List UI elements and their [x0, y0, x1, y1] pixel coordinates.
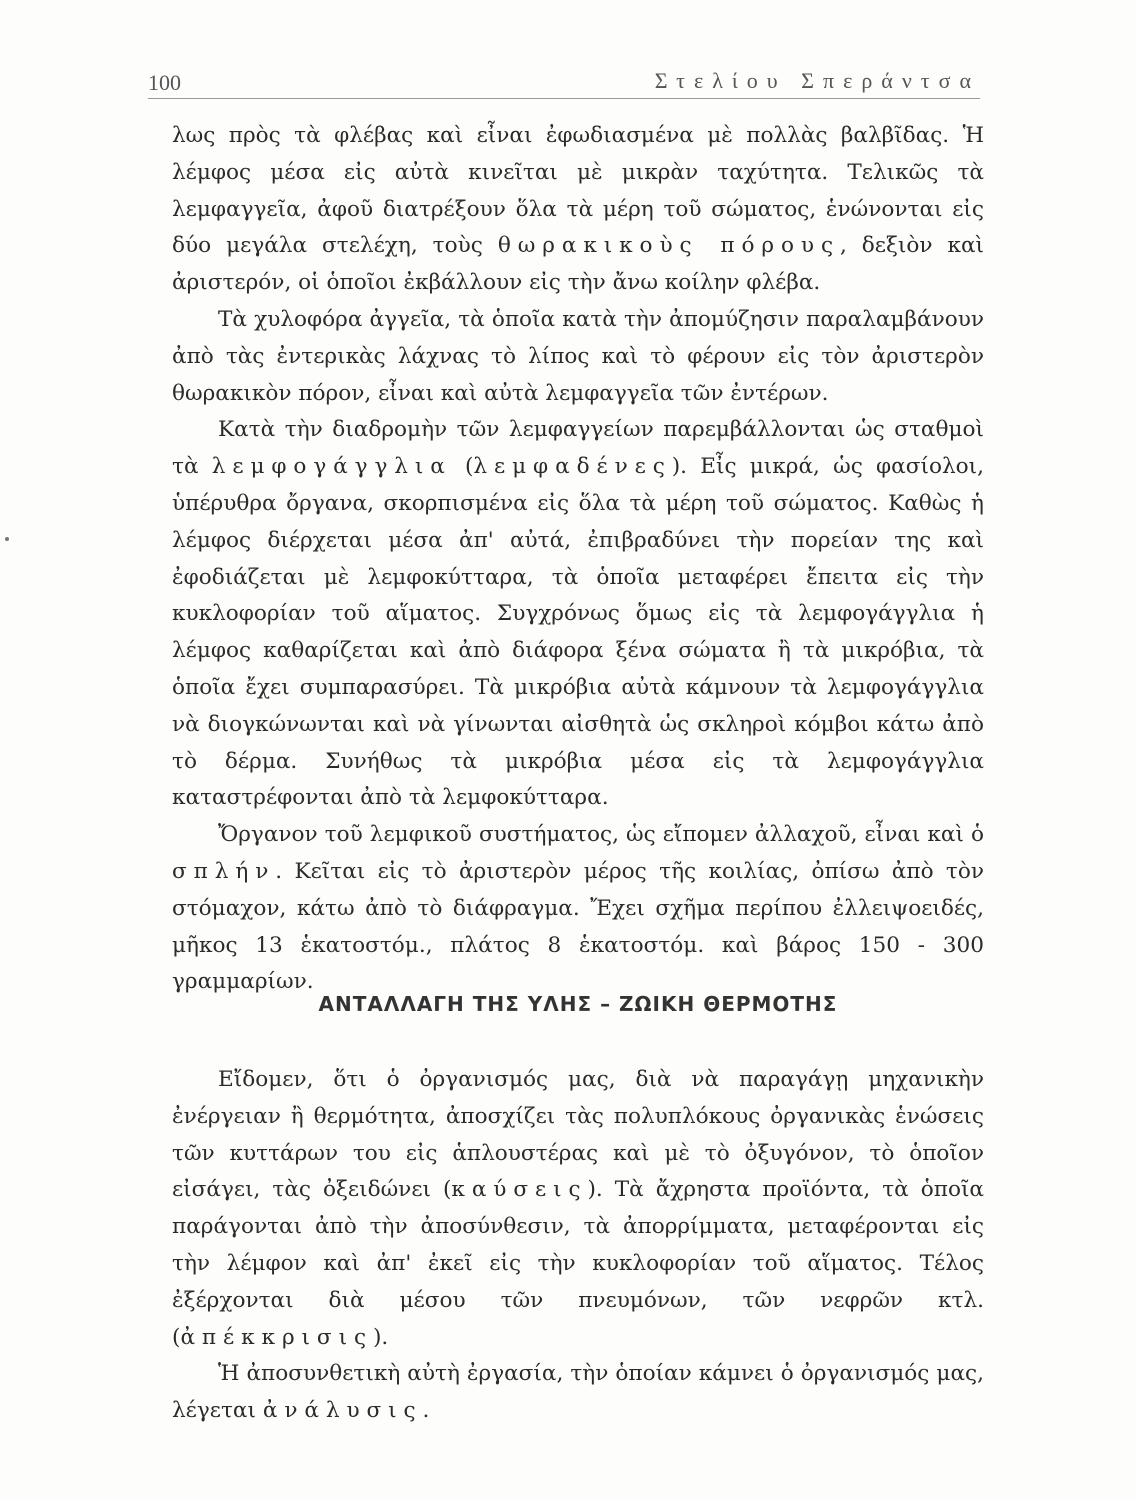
spaced-term: ἀπέκκρισις: [180, 1324, 373, 1350]
paragraph-analysis: [172, 1356, 984, 1430]
text-run: .: [422, 1398, 430, 1424]
text-run: Ὄργανον τοῦ λεμφικοῦ συστήματος, ὡς εἴπομεν ἀλλαχοῦ, εἶναι καὶ ὁ: [218, 822, 984, 848]
paragraph-lymph-vessels: [172, 118, 984, 302]
paragraph-spleen: [172, 817, 984, 1001]
spaced-term: λεμφαδένες: [473, 454, 672, 480]
paragraph-metabolism: [172, 1062, 984, 1356]
text-run: Εἴδομεν, ὅτι ὁ ὀργανισμός μας, διὰ νὰ παραγάγῃ μηχανικὴν ἐνέργειαν ἢ θερμότητα, ἀποσχίζει τὰς πολυπλόκους ὀργανικὰς ἑνώσεις τῶν κυττάρων του εἰς ἁπλουστέρας καὶ μὲ τὸ ὀξυγόνον, τὸ ὁποῖον εἰσάγει, τὰς ὀξειδώνει (: [172, 1067, 984, 1203]
margin-speck: [5, 537, 9, 541]
text-run: ). Τὰ ἄχρηστα προϊόντα, τὰ ὁποῖα παράγονται ἀπὸ τὴν ἀποσύνθεσιν, τὰ ἀπορρίμματα, μεταφέρονται εἰς τὴν λέμφον καὶ ἀπ' ἐκεῖ εἰς τὴν κυκλοφορίαν τοῦ αἵματος. Τέλος ἐξέρχονται διὰ μέσου τῶν πνευμόνων, τῶν νεφρῶν κτλ. (: [172, 1177, 984, 1350]
text-run: Ἡ ἀποσυνθετικὴ αὐτὴ ἐργασία, τὴν ὁποίαν κάμνει ὁ ὀργανισμός μας, λέγεται: [172, 1361, 984, 1424]
page-number: 100: [148, 70, 181, 95]
paragraph-chyle-vessels: Τὰ χυλοφόρα ἀγγεῖα, τὰ ὁποῖα κατὰ τὴν ἀπομύζησιν παραλαμβάνουν ἀπὸ τὰς ἐντερικὰς λάχνας τὸ λίπος καὶ τὸ φέρουν εἰς τὸν ἀριστερὸν θωρακικὸν πόρον, εἶναι καὶ αὐτὰ λεμφαγγεῖα τῶν ἐντέρων.: [172, 306, 984, 406]
paragraph-lymph-nodes: [172, 412, 984, 817]
running-title: Στελίου Σπεράντσα: [654, 68, 980, 93]
spaced-term: καύσεις: [451, 1177, 588, 1203]
spaced-term: λεμφογάγγλια: [211, 454, 452, 480]
spaced-term: θωρακικοὺς πόρους: [497, 233, 840, 259]
body-text-upper: [172, 118, 984, 1001]
spaced-term: ἀνάλυσις: [262, 1398, 423, 1424]
spaced-term: σπλήν: [172, 858, 276, 884]
text-run: (: [451, 454, 474, 480]
body-text-lower: [172, 1062, 984, 1430]
text-run: , δεξιὸν καὶ ἀριστερόν, οἱ ὁποῖοι ἐκβάλλουν εἰς τὴν ἄνω κοίλην φλέβα.: [172, 233, 984, 296]
text-run: λως πρὸς τὰ φλέβας καὶ εἶναι ἐφωδιασμένα μὲ πολλὰς βαλβῖδας. Ἡ λέμφος μέσα εἰς αὐτὰ κινεῖται μὲ μικρὰν ταχύτητα. Τελικῶς τὰ λεμφαγγεῖα, ἀφοῦ διατρέξουν ὅλα τὰ μέρη τοῦ σώματος, ἑνώνονται εἰς δύο μεγάλα στελέχη, τοὺς: [172, 123, 984, 259]
text-run: ).: [372, 1324, 389, 1350]
section-heading: ΑΝΤΑΛΛΑΓΗ ΤΗΣ ΥΛΗΣ – ΖΩΙΚΗ ΘΕΡΜΟΤΗΣ: [318, 992, 838, 1016]
text-run: ). Εἶς μικρά, ὡς φασίολοι, ὑπέρυθρα ὄργανα, σκορπισμένα εἰς ὅλα τὰ μέρη τοῦ σώματος. Καθὼς ἡ λέμφος διέρχεται μέσα ἀπ' αὐτά, ἐπιβραδύνει τὴν πορείαν της καὶ ἐφοδιάζεται μὲ λεμφοκύτταρα, τὰ ὁποῖα μεταφέρει ἔπειτα εἰς τὴν κυκλοφορίαν τοῦ αἵματος. Συγχρόνως ὅμως εἰς τὰ λεμφογάγγλια ἡ λέμφος καθαρίζεται καὶ ἀπὸ διάφορα ξένα σώματα ἢ τὰ μικρόβια, τὰ ὁποῖα ἔχει συμπαρασύρει. Τὰ μικρόβια αὐτὰ κάμνουν τὰ λεμφογάγγλια νὰ διογκώνωνται καὶ νὰ γίνωνται αἰσθητὰ ὡς σκληροὶ κόμβοι κάτω ἀπὸ τὸ δέρμα. Συνήθως τὰ μικρόβια μέσα εἰς τὰ λεμφογάγγλια καταστρέφονται ἀπὸ τὰ λεμφοκύτταρα.: [172, 454, 984, 811]
text-run: . Κεῖται εἰς τὸ ἀριστερὸν μέρος τῆς κοιλίας, ὀπίσω ἀπὸ τὸν στόμαχον, κάτω ἀπὸ τὸ διάφραγμα. Ἔχει σχῆμα περίπου ἐλλειψοειδές, μῆκος 13 ἑκατοστόμ., πλάτος 8 ἑκατοστόμ. καὶ βάρος 150 - 300 γραμμαρίων.: [172, 858, 984, 995]
text-run: Κατὰ τὴν διαδρομὴν τῶν λεμφαγγείων παρεμβάλλονται ὡς σταθμοὶ τὰ: [172, 417, 984, 480]
running-header: [148, 64, 980, 99]
